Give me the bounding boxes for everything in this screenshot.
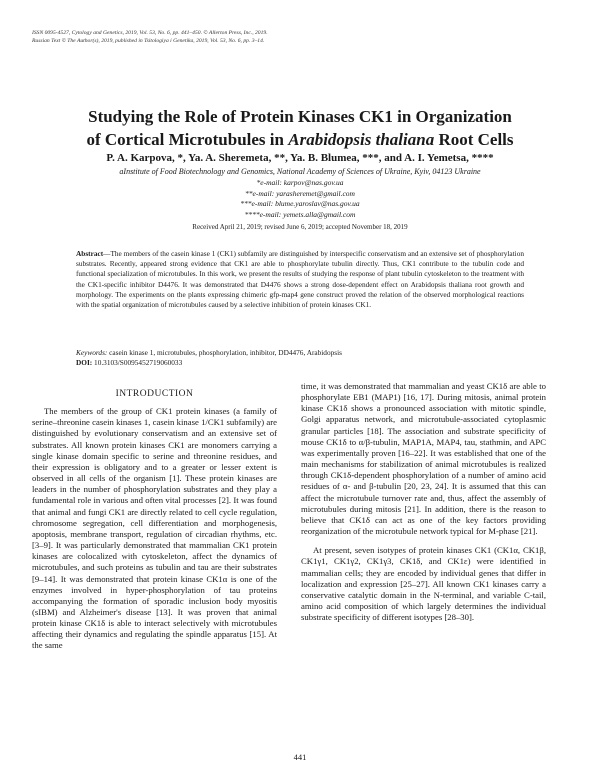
title-line-2-end: Root Cells [434, 130, 514, 149]
affiliation: aInstitute of Food Biotechnology and Genomics, National Academy of Sciences of Ukraine, Kyiv, 04123 Ukraine [119, 167, 481, 176]
journal-header-line-1: ISSN 0095-4527, Cytology and Genetics, 2019, Vol. 53, No. 6, pp. 441–450. © Allerton Press, Inc., 2019. [32, 30, 268, 36]
intro-paragraph-left-1: The members of the group of CK1 protein kinases (a family of serine–threonine casein kinases 1, casein kinase 1/CK1 subfamily) are distinguished by evolutionary conservatism and an extensive set of substrates. All known protein kinases CK1 are monomers carrying a single kinase domain specific to serine and threonine residues, and their expression is obligatory and to a greater or lesser extent is observed in all cells of the organism [1]. These protein kinases are leaders in the number of phosphorylation substrates and they play a fundamental role in various and often vital processes [2]. It was found that animal and fungi CK1 are directly related to cell cycle regulation, chromosome segregation, cell differentiation and morphogenesis, apoptosis, membrane transport, regulation of circadian rhythms, etc. [3–9]. It was particularly demonstrated that mammalian CK1 protein kinases are colocalized with cytoskeleton, affect the dynamics of microtubules, and such proteins as tubulin and tau are their substrates [9–14]. It was demonstrated that protein kinase CK1α is one of the enzymes involved in hyper-phosphorylation of tau proteins accompanying the formation of sporadic inclusion body myositis (sIBM) and Alzheimer's disease [13]. It was proven that animal protein kinase CK1δ is able to interact selectively with microtubules affecting their dynamics and regulating the spindle apparatus [15]. At the same [32, 406, 277, 651]
page-number: 441 [293, 752, 307, 762]
left-column [32, 389, 277, 652]
paper-title [40, 105, 560, 151]
email-1: *e-mail: karpov@nas.gov.ua [256, 178, 344, 187]
email-list [40, 178, 560, 220]
title-line-1: Studying the Role of Protein Kinases CK1 in Organization [88, 107, 512, 126]
intro-paragraph-right-2: At present, seven isotypes of protein kinases CK1 (CK1α, CK1β, CK1γ1, CK1γ2, CK1γ3, CK1δ, and CK1ε) were identified in mammalian cells; they are encoded by individual genes that differ in localization and expression [25–27]. All known CK1 kinases carry a conservative catalytic domain in the N-terminal, and variable C-tail, amino acid composition of which largely determines the individual substrate specificity of different isotypes [28–30]. [301, 545, 546, 623]
title-species: Arabidopsis thaliana [288, 130, 435, 149]
title-line-2-start: of Cortical Microtubules in [86, 130, 289, 149]
keywords [76, 348, 524, 358]
abstract-text: —The members of the casein kinase 1 (CK1) subfamily are distinguished by interspecific conservatism and an extensive set of phosphorylation substrates. Recently, appeared strong evidence that CK1 are able to phosphorylate tubulin directly. Thus, CK1 contribute to the tubulin code and functional specialization of microtubules. In this work, we present the results of studying the response of plant tubulin cytoskeleton to the treatment with the CK1-specific inhibitor D4476. It was demonstrated that D4476 shows a strong dose-dependent effect on Arabidopsis thaliana root growth and morphology. The experiments on the plants expressing chimeric gfp-map4 gene construct proved the relation of the observed morphological reactions with the spatial organization of microtubules caused by a selective inhibition of protein kinases CK1. [76, 249, 524, 310]
title-line-2 [40, 128, 560, 151]
received-dates: Received April 21, 2019; revised June 6, 2019; accepted November 18, 2019 [192, 223, 408, 231]
section-heading-introduction: INTRODUCTION [115, 389, 194, 399]
journal-header [32, 29, 268, 45]
email-2: **e-mail: yarasheremet@gmail.com [245, 188, 355, 198]
abstract [76, 249, 524, 310]
right-column [301, 381, 546, 623]
abstract-label: Abstract [76, 249, 104, 258]
keywords-label: Keywords: [76, 348, 108, 357]
doi-label: DOI: [76, 358, 93, 367]
author-list: P. A. Karpova, *, Ya. A. Sheremeta, **, Ya. B. Blumea, ***, and A. I. Yemetsa, **** [106, 152, 494, 164]
keywords-text: casein kinase 1, microtubules, phosphorylation, inhibitor, DD4476, Arabidopsis [107, 348, 342, 357]
intro-paragraph-right-1: time, it was demonstrated that mammalian and yeast CK1δ are able to phosphorylate EB1 (MAP1) [16, 17]. During mitosis, animal protein kinase CK1δ shows a pronounced association with mitotic spindle, Golgi apparatus network, and microtubule-associated cytoplasmic granular particles [18]. The association and substrate specificity of mouse CK1δ to α/β-tubulin, MAP1A, MAP4, tau, stathmin, and APC was experimentally proven [16–22]. It was established that one of the main mechanisms for stabilization of animal microtubules is realized through CK1δ-dependent phosphorylation of a number of amino acid residues of α- and β-tubulin [20, 23, 24]. It is assumed that this can affect the microtubule turnover rate and, thus, affect the assembly of microtubules during mitosis [21]. In addition, there is the reason to believe that CK1δ can act as one of the key factors providing reorganization of the microtubule network typical for M-phase [21]. [301, 381, 546, 537]
doi [76, 358, 524, 368]
email-3: ***e-mail: blume.yaroslav@nas.gov.ua [240, 199, 360, 208]
doi-value: 10.3103/S0095452719060033 [92, 358, 183, 367]
email-4: ****e-mail: yemets.alla@gmail.com [244, 209, 356, 219]
journal-header-line-2: Russian Text © The Author(s), 2019, published in Tsitologiya i Genetika, 2019, Vol. 53, No. 6, pp. 3–14. [32, 38, 265, 44]
